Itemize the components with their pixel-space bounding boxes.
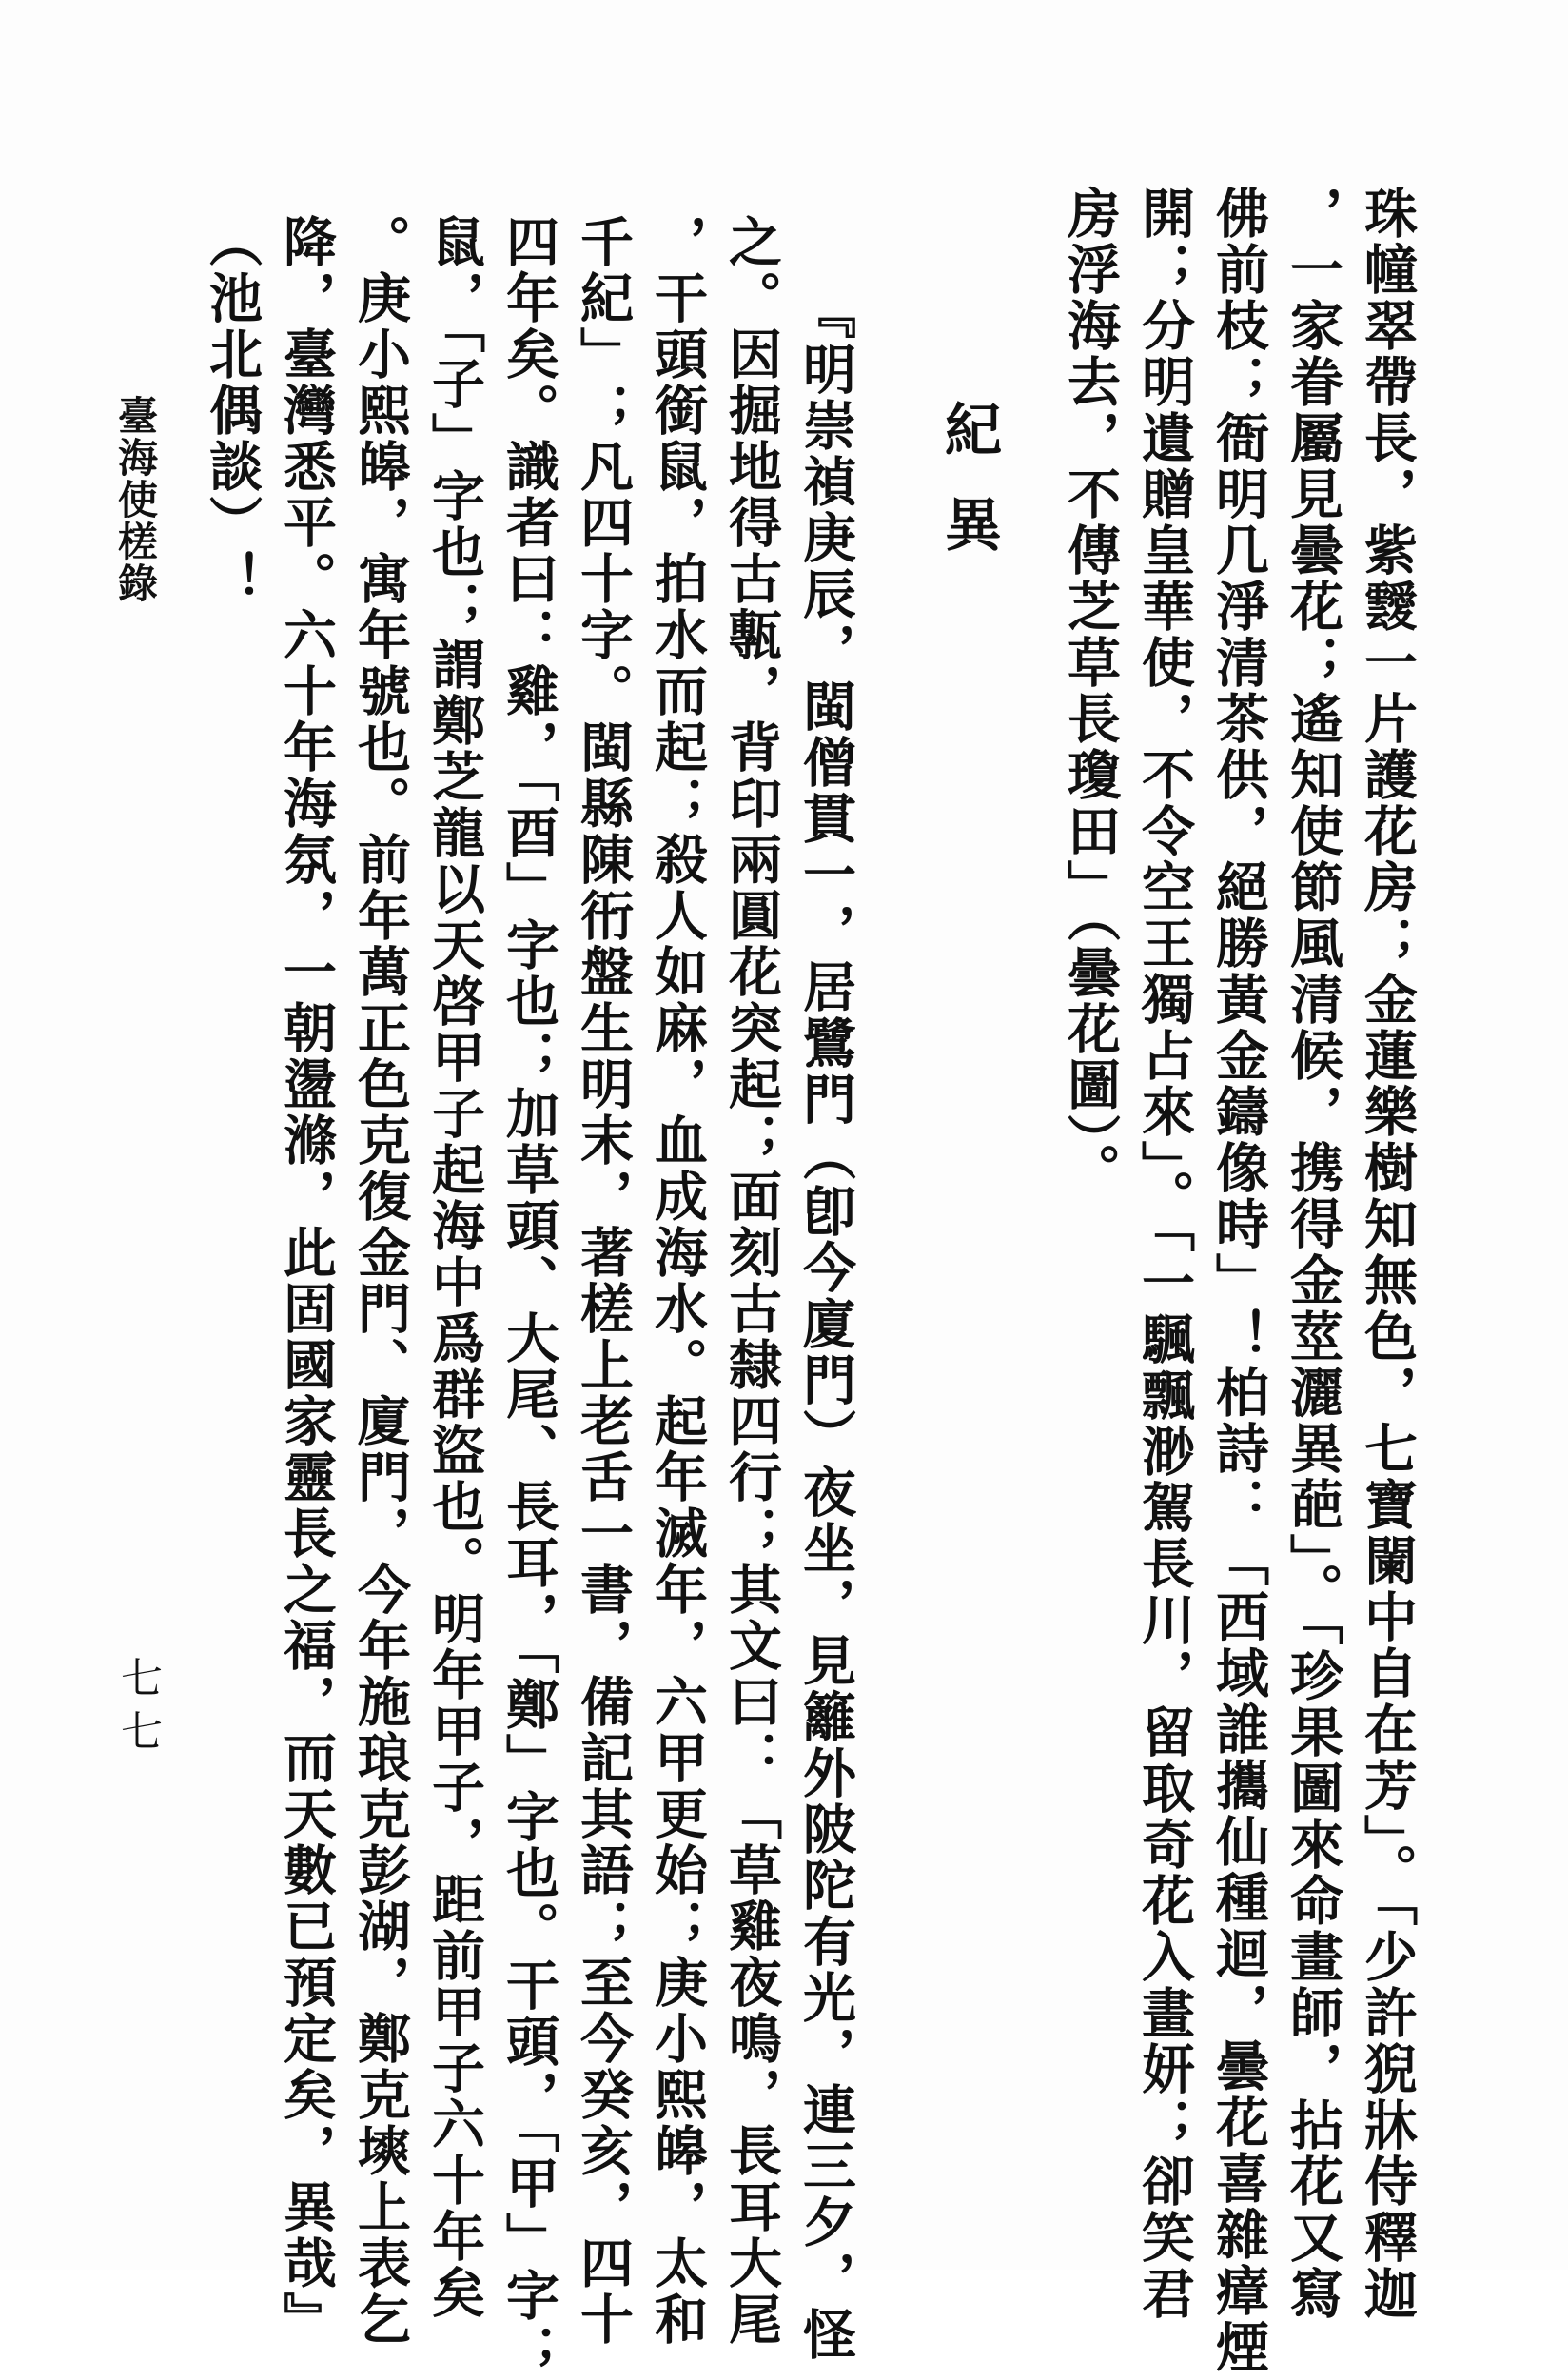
section-heading: 紀異 bbox=[935, 400, 1002, 590]
body-column-6: 鼠，「子」字也；謂鄭芝龍以天啓甲子起海中爲群盜也。明年甲子，距前甲子六十年矣 bbox=[423, 214, 486, 2321]
page-number: 七七 bbox=[113, 1656, 162, 1762]
poem-column-4: 開；分明遺贈皇華使，不令空王獨占來」。「一颿飄渺駕長川，留取奇花入畫妍；卻笑君 bbox=[1133, 186, 1196, 2322]
poem-column-5: 房浮海去，不傳芝草長瓊田」（曇花圖）。 bbox=[1059, 186, 1122, 1199]
body-column-4: 千紀」；凡四十字。閩縣陳衎盤生明末，著槎上老舌一書，備記其語；至今癸亥，四十 bbox=[572, 214, 635, 2348]
body-column-3: ，干頭銜鼠，拍水而起；殺人如麻，血成海水。起年滅年，六甲更始；庚小熙皞，太和 bbox=[646, 214, 709, 2348]
body-column-8: 降，臺灣悉平。六十年海氛，一朝盪滌，此固國家靈長之福，而天數已預定矣，異哉』 bbox=[275, 214, 338, 2348]
body-column-2: 之。因掘地得古甎，背印兩圓花突起；面刻古隸四行；其文曰：「草雞夜鳴，長耳大尾 bbox=[720, 214, 783, 2348]
poem-column-1: 珠幢翠帶長，紫靉一片護花房；金蓮樂樹知無色，七寶闌中自在芳」。「少許猊牀侍釋迦 bbox=[1356, 186, 1419, 2322]
body-column-9: （池北偶談）！ bbox=[201, 214, 264, 607]
running-title: 臺海使槎錄 bbox=[112, 395, 159, 604]
body-column-7: 。庚小熙皞，寓年號也。前年萬正色克復金門、廈門，今年施琅克彭湖，鄭克塽上表乞 bbox=[349, 214, 412, 2348]
body-column-1: 『明崇禎庚辰，閩僧貫一，居鷺門（卽今廈門）夜坐，見籬外陂陀有光，連三夕，怪 bbox=[794, 285, 857, 2363]
body-column-5: 四年矣。識者曰：雞，「酉」字也；加草頭、大尾、長耳，「鄭」字也。干頭，「甲」字； bbox=[498, 214, 560, 2380]
poem-column-2: ，一家眷屬見曇花；遙知使節風清候，携得金莖灑異葩」。「珍果圖來命畫師，拈花又寫 bbox=[1282, 186, 1344, 2322]
poem-column-3: 佛前枝；衙明几淨清茶供，絕勝黃金鑄像時」！柏詩：「西域誰攜仙種迴，曇花喜雜瘴煙 bbox=[1207, 186, 1270, 2375]
